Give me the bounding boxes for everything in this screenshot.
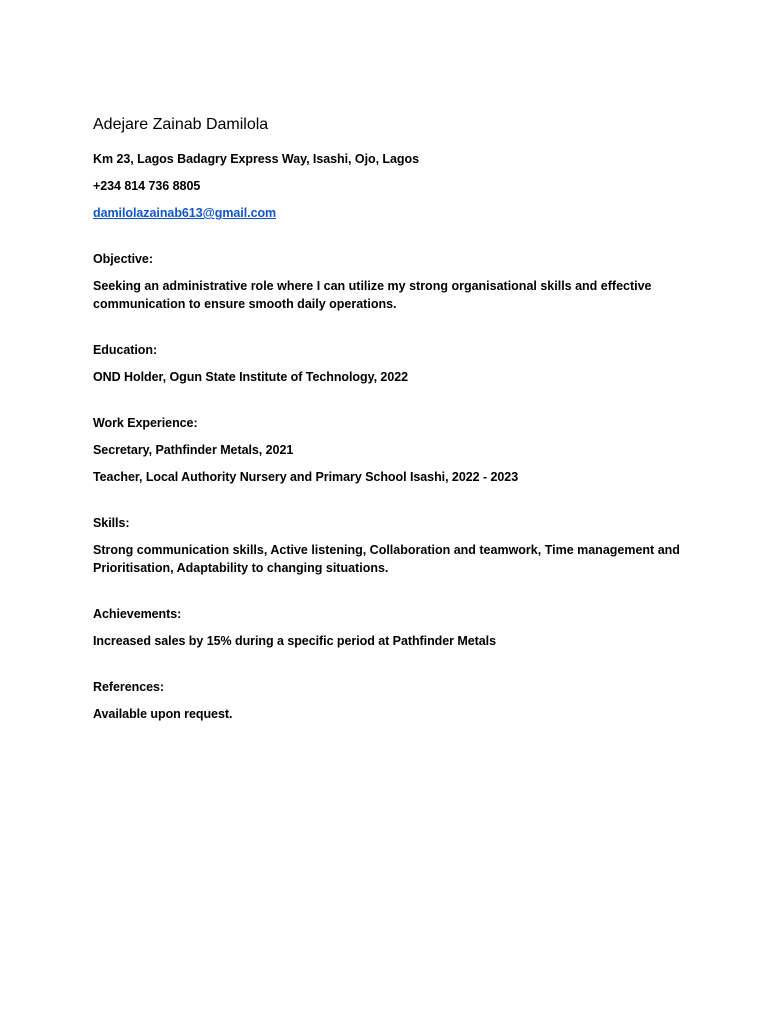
skills-text: Strong communication skills, Active listening, Collaboration and teamwork, Time management and Prioritisation, Adaptability to changing situations. [93, 543, 680, 575]
spacer [93, 395, 693, 414]
spacer [93, 659, 693, 678]
achievements-heading: Achievements: [93, 607, 182, 621]
objective-heading: Objective: [93, 252, 153, 266]
spacer [93, 586, 693, 605]
work-heading: Work Experience: [93, 416, 198, 430]
achievements-item: Increased sales by 15% during a specific period at Pathfinder Metals [93, 634, 496, 648]
spacer [93, 231, 693, 250]
candidate-name: Adejare Zainab Damilola [93, 116, 269, 133]
references-item: Available upon request. [93, 707, 233, 721]
work-item: Secretary, Pathfinder Metals, 2021 [93, 443, 294, 457]
address-line: Km 23, Lagos Badagry Express Way, Isashi, Ojo, Lagos [93, 152, 419, 166]
objective-text: Seeking an administrative role where I can utilize my strong organisational skills and effective communication to ensure smooth daily operations. [93, 279, 652, 311]
spacer [93, 322, 693, 341]
spacer [93, 495, 693, 514]
email-row [93, 204, 693, 222]
email-link[interactable]: damilolazainab613@gmail.com [93, 206, 277, 220]
phone-line: +234 814 736 8805 [93, 179, 201, 193]
education-heading: Education: [93, 343, 158, 357]
work-item: Teacher, Local Authority Nursery and Primary School Isashi, 2022 - 2023 [93, 470, 519, 484]
skills-heading: Skills: [93, 516, 130, 530]
education-item: OND Holder, Ogun State Institute of Technology, 2022 [93, 370, 409, 384]
resume-document [93, 114, 693, 732]
references-heading: References: [93, 680, 165, 694]
